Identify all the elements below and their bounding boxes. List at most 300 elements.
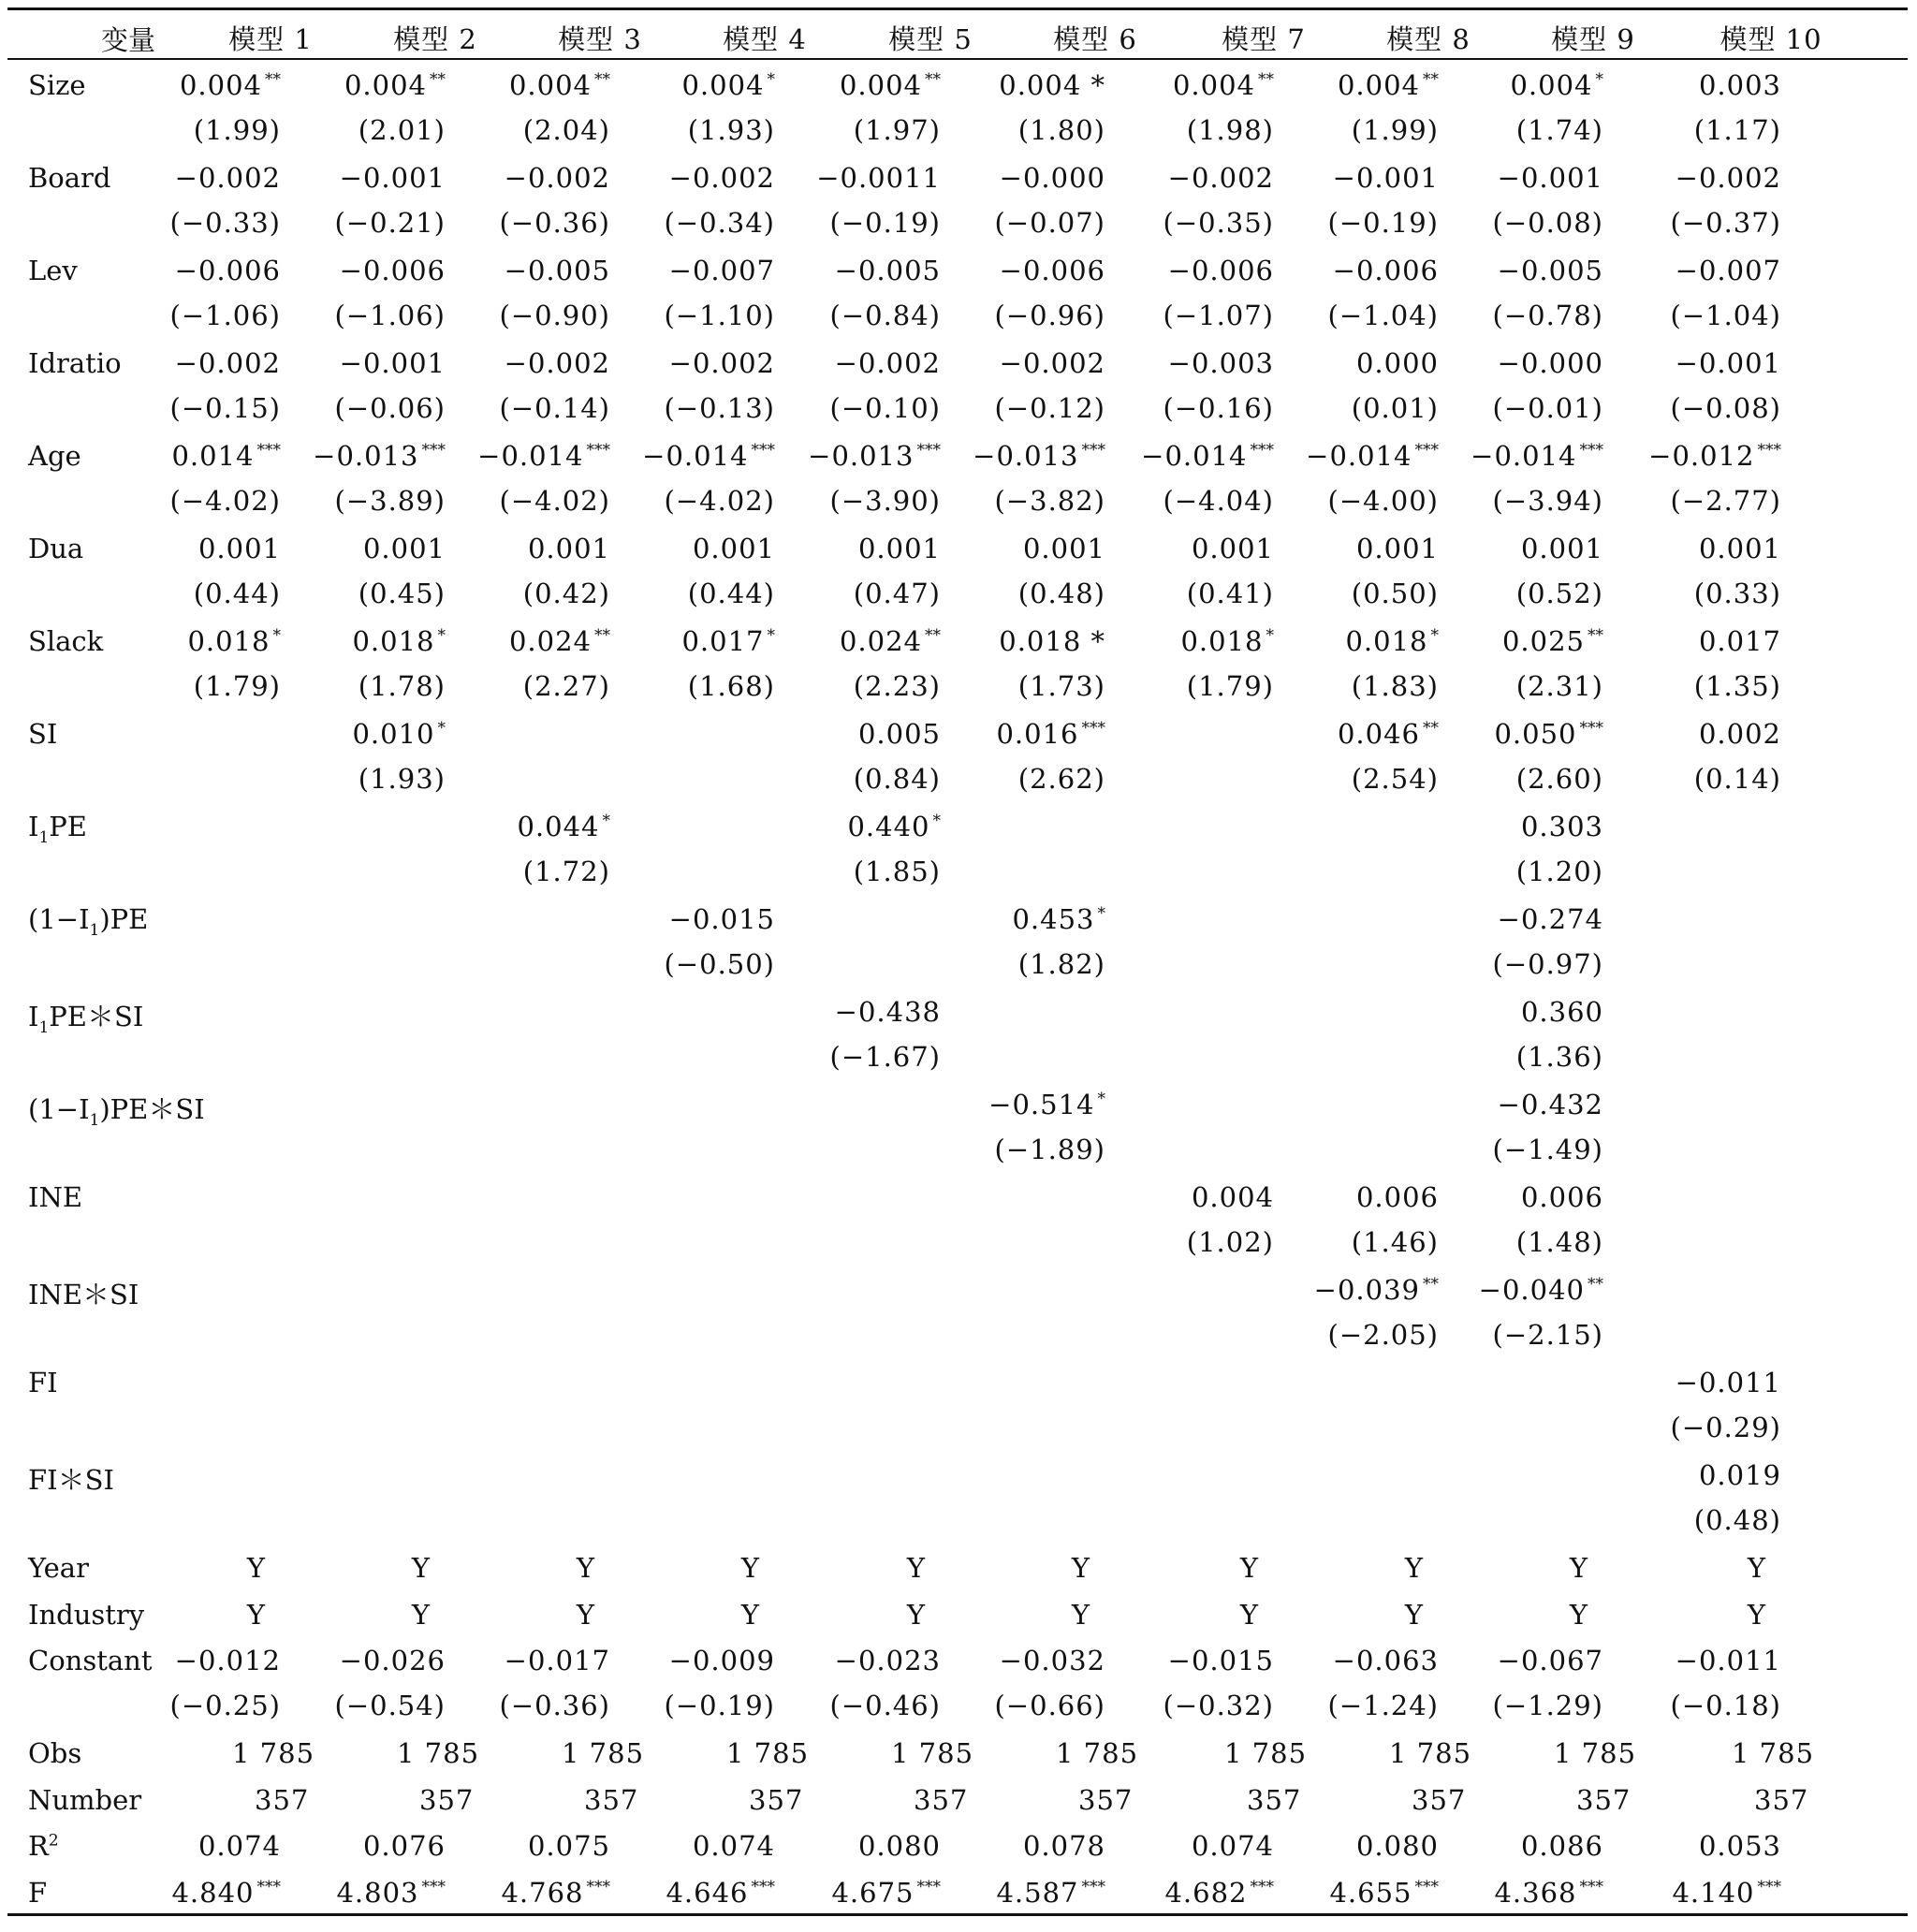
cell-model-8 — [1274, 763, 1439, 795]
cell-model-5 — [776, 670, 941, 702]
cell-model-9 — [1439, 1089, 1603, 1120]
cell-value: Y — [576, 1552, 596, 1584]
cell-value: (−0.15) — [169, 391, 281, 424]
cell-model-2 — [281, 670, 446, 702]
header-model-9: 模型 9 — [1551, 23, 1635, 55]
cell-value: 4.768 — [501, 1876, 584, 1909]
cell-value: (1.80) — [1017, 113, 1105, 146]
table-row-lev — [7, 245, 1908, 292]
table-row-tstat — [7, 848, 1908, 895]
cell-model-1 — [116, 485, 281, 517]
table-row-tstat — [7, 1033, 1908, 1080]
cell-value: 4.646 — [666, 1876, 749, 1909]
cell-value: 0.018 — [1345, 625, 1428, 657]
cell-model-8 — [1274, 69, 1439, 101]
cell-value: −0.007 — [668, 255, 775, 286]
cell-model-5 — [776, 485, 941, 517]
cell-value: 1 785 — [1732, 1737, 1815, 1769]
table-row-tstat — [7, 570, 1908, 617]
row-label: Size — [28, 69, 86, 101]
cell-value: −0.013 — [973, 440, 1079, 472]
cell-value: (0.45) — [358, 577, 446, 609]
cell-model-5 — [776, 392, 941, 424]
cell-value: (1.99) — [193, 113, 281, 146]
cell-value: 0.004 — [681, 69, 765, 101]
cell-value: 0.003 — [1698, 69, 1781, 101]
cell-model-9 — [1439, 1645, 1603, 1676]
cell-model-7 — [1109, 347, 1274, 379]
cell-value: 0.004 — [1191, 1181, 1274, 1213]
cell-model-2 — [339, 1599, 504, 1631]
cell-model-10 — [1617, 1690, 1781, 1721]
cell-model-9 — [1439, 392, 1603, 424]
table-row-tstat — [7, 663, 1908, 710]
table-row-tstat — [7, 199, 1908, 246]
cell-value: (−0.19) — [1327, 206, 1439, 239]
cell-model-10 — [1617, 533, 1781, 564]
row-label: $(1-I_1)PE$ — [28, 903, 149, 940]
significance-stars: *** — [916, 1877, 941, 1896]
cell-model-9 — [1439, 533, 1603, 564]
cell-model-7 — [1109, 392, 1274, 424]
cell-model-9 — [1439, 1690, 1603, 1721]
cell-model-8 — [1274, 485, 1439, 517]
cell-model-5 — [776, 533, 941, 564]
cell-value: (−0.46) — [829, 1689, 941, 1721]
cell-model-2 — [339, 1552, 504, 1584]
significance-stars: *** — [1757, 441, 1781, 460]
cell-model-4 — [610, 1645, 775, 1676]
cell-model-8 — [1274, 347, 1439, 379]
cell-value: −0.002 — [668, 162, 775, 194]
cell-model-3 — [446, 440, 610, 472]
cell-value: 357 — [1576, 1783, 1632, 1816]
cell-model-7 — [1109, 69, 1274, 101]
cell-value: 0.001 — [198, 533, 281, 564]
significance-stars: *** — [1250, 441, 1274, 460]
cell-value: 0.440 — [847, 811, 930, 842]
significance-stars: *** — [256, 1877, 281, 1896]
cell-model-5 — [776, 625, 941, 657]
significance-stars: * — [1097, 904, 1105, 923]
cell-model-3 — [446, 392, 610, 424]
cell-model-1 — [116, 392, 281, 424]
cell-value: (−1.49) — [1492, 1133, 1603, 1165]
cell-model-8 — [1274, 1319, 1439, 1351]
cell-value: (−4.00) — [1327, 484, 1439, 517]
header-variable: 变量 — [101, 24, 156, 56]
cell-model-10 — [1617, 1645, 1781, 1676]
cell-model-9 — [1439, 1226, 1603, 1258]
cell-model-6 — [941, 1134, 1105, 1165]
cell-value: (0.42) — [522, 577, 610, 609]
table-row-fi — [7, 1357, 1908, 1404]
cell-value: −0.002 — [668, 347, 775, 379]
cell-value: 4.840 — [171, 1876, 255, 1909]
cell-value: 357 — [1078, 1783, 1134, 1816]
cell-value: (−0.96) — [994, 299, 1105, 331]
cell-model-4 — [610, 114, 775, 146]
significance-stars: *** — [256, 441, 281, 460]
cell-model-1 — [232, 1737, 397, 1769]
cell-value: 1 785 — [891, 1737, 974, 1769]
cell-value: (−3.90) — [829, 484, 941, 517]
cell-model-6 — [941, 1830, 1105, 1862]
cell-value: 1 785 — [726, 1737, 810, 1769]
cell-value: (−0.37) — [1670, 206, 1781, 239]
cell-model-7 — [1109, 255, 1274, 286]
cell-model-10 — [1617, 440, 1781, 472]
cell-model-5 — [776, 347, 941, 379]
cell-value: Y — [1569, 1598, 1589, 1631]
cell-model-7 — [1109, 670, 1274, 702]
cell-model-8 — [1274, 440, 1439, 472]
cell-value: −0.432 — [1497, 1089, 1603, 1120]
cell-model-9 — [1439, 440, 1603, 472]
cell-value: −0.026 — [339, 1645, 446, 1676]
cell-model-1 — [116, 207, 281, 239]
cell-model-3 — [504, 1599, 668, 1631]
row-label: Number — [28, 1783, 142, 1816]
cell-value: 1 785 — [1554, 1737, 1637, 1769]
row-label: Industry — [28, 1598, 145, 1631]
significance-stars: ** — [430, 70, 446, 89]
cell-value: −0.002 — [1675, 162, 1781, 194]
cell-value: −0.017 — [504, 1645, 610, 1676]
cell-value: −0.002 — [504, 162, 610, 194]
cell-value: 357 — [584, 1783, 639, 1816]
header-model-10: 模型 10 — [1719, 23, 1822, 55]
cell-model-9 — [1439, 1181, 1603, 1213]
cell-model-10 — [1617, 763, 1781, 795]
significance-stars: * — [437, 719, 446, 738]
cell-value: −0.438 — [834, 996, 941, 1028]
row-label: Lev — [28, 255, 78, 286]
cell-value: (2.01) — [358, 113, 446, 146]
cell-value: 0.001 — [1520, 533, 1603, 564]
cell-model-4 — [668, 1552, 833, 1584]
cell-model-8 — [1274, 255, 1439, 286]
cell-value: 357 — [1754, 1783, 1809, 1816]
regression-table — [7, 7, 1908, 1916]
cell-model-9 — [1439, 625, 1603, 657]
table-row-tstat — [7, 1682, 1908, 1729]
cell-model-10 — [1617, 347, 1781, 379]
cell-model-4 — [610, 1877, 775, 1909]
cell-value: 1 785 — [1224, 1737, 1308, 1769]
table-header — [7, 7, 1908, 60]
cell-value: Y — [1239, 1598, 1260, 1631]
cell-model-5 — [891, 1737, 1056, 1769]
cell-model-9 — [1439, 255, 1603, 286]
cell-model-9 — [1497, 1552, 1661, 1584]
significance-stars: *** — [916, 441, 941, 460]
cell-model-2 — [281, 1645, 446, 1676]
cell-model-1 — [116, 347, 281, 379]
cell-value: (0.48) — [1017, 577, 1105, 609]
table-row-tstat — [7, 1219, 1908, 1266]
cell-model-9 — [1439, 69, 1603, 101]
cell-model-4 — [610, 440, 775, 472]
cell-model-6 — [941, 207, 1105, 239]
cell-value: 0.017 — [681, 625, 765, 657]
cell-value: 0.360 — [1520, 996, 1603, 1028]
cell-value: 0.080 — [1355, 1830, 1439, 1862]
table-row-board — [7, 153, 1908, 199]
cell-value: (1.79) — [193, 669, 281, 702]
cell-model-9 — [1439, 1041, 1603, 1073]
cell-model-9 — [1439, 763, 1603, 795]
cell-model-4 — [610, 1690, 775, 1721]
table-row-ine-si — [7, 1265, 1908, 1311]
cell-value: (−1.04) — [1670, 299, 1781, 331]
significance-stars: *** — [1250, 1877, 1274, 1896]
cell-model-10 — [1617, 1830, 1781, 1862]
cell-model-6 — [941, 533, 1105, 564]
table-row-age — [7, 431, 1908, 477]
cell-model-2 — [397, 1737, 562, 1769]
header-model-5: 模型 5 — [888, 23, 973, 55]
cell-model-9 — [1439, 1134, 1603, 1165]
cell-model-10 — [1617, 207, 1781, 239]
cell-model-7 — [1109, 1830, 1274, 1862]
cell-value: 357 — [1412, 1783, 1467, 1816]
table-row--1-i1-pe-si — [7, 1079, 1908, 1130]
cell-value: −0.005 — [504, 255, 610, 286]
cell-model-9 — [1439, 811, 1603, 842]
cell-value: −0.032 — [999, 1645, 1105, 1676]
cell-value: 4.682 — [1164, 1876, 1248, 1909]
cell-model-9 — [1554, 1737, 1719, 1769]
cell-value: (−0.84) — [829, 299, 941, 331]
cell-model-2 — [419, 1784, 584, 1816]
cell-model-7 — [1109, 114, 1274, 146]
cell-model-8 — [1274, 300, 1439, 331]
cell-model-7 — [1167, 1552, 1332, 1584]
table-row-tstat — [7, 755, 1908, 802]
cell-value: (1.20) — [1515, 855, 1603, 887]
cell-model-7 — [1109, 1690, 1274, 1721]
row-label: INE＊SI — [28, 1279, 139, 1310]
cell-value: (−0.54) — [334, 1689, 446, 1721]
cell-value: 0.075 — [527, 1830, 610, 1862]
cell-value: Y — [1071, 1598, 1091, 1631]
cell-model-3 — [446, 625, 610, 657]
cell-value: 0.080 — [857, 1830, 941, 1862]
table-row-industry — [7, 1589, 1908, 1636]
cell-model-2 — [281, 69, 446, 101]
cell-model-5 — [776, 996, 941, 1028]
significance-stars: *** — [1579, 1877, 1603, 1896]
cell-value: (−0.21) — [334, 206, 446, 239]
cell-model-4 — [610, 485, 775, 517]
cell-model-1 — [116, 578, 281, 609]
cell-value: 0.053 — [1698, 1830, 1781, 1862]
cell-model-8 — [1274, 1830, 1439, 1862]
cell-model-6 — [941, 1089, 1105, 1120]
cell-model-10 — [1617, 114, 1781, 146]
cell-model-10 — [1617, 485, 1781, 517]
cell-model-5 — [914, 1784, 1078, 1816]
significance-stars: *** — [586, 441, 610, 460]
cell-value: (1.83) — [1351, 669, 1439, 702]
significance-stars: * — [767, 70, 775, 89]
cell-model-7 — [1109, 578, 1274, 609]
cell-value: Y — [1747, 1552, 1767, 1584]
cell-model-2 — [281, 485, 446, 517]
cell-value: −0.006 — [1167, 255, 1274, 286]
cell-value: −0.007 — [1675, 255, 1781, 286]
cell-value: 357 — [255, 1783, 310, 1816]
cell-value: −0.006 — [174, 255, 281, 286]
cell-value: 0.001 — [692, 533, 775, 564]
significance-stars: *** — [1757, 1877, 1781, 1896]
cell-model-5 — [776, 300, 941, 331]
cell-model-4 — [610, 162, 775, 194]
cell-model-3 — [446, 255, 610, 286]
row-label: FI — [28, 1367, 58, 1398]
cell-value: Y — [906, 1552, 927, 1584]
cell-value: (−0.06) — [334, 391, 446, 424]
significance-stars: ** — [1423, 719, 1439, 738]
cell-value: −0.006 — [999, 255, 1105, 286]
cell-value: (−0.01) — [1492, 391, 1603, 424]
cell-model-10 — [1617, 625, 1781, 657]
cell-value: −0.274 — [1497, 903, 1603, 935]
cell-value: 0.044 — [517, 811, 600, 842]
cell-model-9 — [1439, 1877, 1603, 1909]
cell-value: (1.74) — [1515, 113, 1603, 146]
cell-model-3 — [446, 347, 610, 379]
table-row-idratio — [7, 338, 1908, 385]
header-model-2: 模型 2 — [393, 23, 477, 55]
table-row-obs — [7, 1728, 1908, 1775]
cell-value: (−1.67) — [829, 1040, 941, 1073]
cell-model-9 — [1439, 1319, 1603, 1351]
cell-model-3 — [446, 533, 610, 564]
cell-value: (1.97) — [853, 113, 941, 146]
cell-model-3 — [446, 207, 610, 239]
cell-value: Y — [1071, 1552, 1091, 1584]
cell-model-5 — [776, 69, 941, 101]
cell-value: (−0.14) — [499, 391, 610, 424]
cell-model-6 — [941, 300, 1105, 331]
cell-model-8 — [1274, 1226, 1439, 1258]
cell-value: 4.655 — [1329, 1876, 1412, 1909]
cell-model-3 — [446, 162, 610, 194]
cell-value: 0.024 — [839, 625, 922, 657]
cell-value: (−0.13) — [664, 391, 775, 424]
cell-value: 0.014 — [171, 440, 255, 472]
significance-stars: *** — [1414, 441, 1439, 460]
cell-model-3 — [584, 1784, 749, 1816]
cell-value: (−0.36) — [499, 206, 610, 239]
significance-stars: *** — [586, 1877, 610, 1896]
cell-model-6 — [941, 1877, 1105, 1909]
significance-stars: * — [1266, 626, 1274, 645]
cell-model-3 — [446, 1830, 610, 1862]
cell-model-10 — [1617, 718, 1781, 750]
cell-model-2 — [281, 114, 446, 146]
cell-value: Y — [1747, 1598, 1767, 1631]
cell-value: Y — [1569, 1552, 1589, 1584]
row-label: Slack — [28, 625, 104, 657]
cell-value: 0.303 — [1520, 811, 1603, 842]
cell-model-10 — [1617, 300, 1781, 331]
significance-stars: ** — [1588, 626, 1603, 645]
table-row-si — [7, 709, 1908, 755]
cell-value: −0.014 — [477, 440, 584, 472]
cell-value: 4.140 — [1672, 1876, 1755, 1909]
row-label: Board — [28, 162, 111, 194]
cell-value: 1 785 — [562, 1737, 645, 1769]
cell-value: −0.012 — [1648, 440, 1755, 472]
cell-model-8 — [1274, 114, 1439, 146]
cell-value: (1.48) — [1515, 1225, 1603, 1258]
cell-value: 0.004 — [344, 69, 427, 101]
cell-value: (−4.02) — [499, 484, 610, 517]
cell-value: (−1.24) — [1327, 1689, 1439, 1721]
cell-value: 0.004 * — [999, 69, 1105, 101]
significance-stars: * — [272, 626, 281, 645]
cell-model-8 — [1274, 1690, 1439, 1721]
cell-model-10 — [1617, 1877, 1781, 1909]
table-row-constant — [7, 1635, 1908, 1682]
cell-model-3 — [446, 114, 610, 146]
cell-model-6 — [941, 718, 1105, 750]
cell-value: (−2.05) — [1327, 1318, 1439, 1351]
cell-model-1 — [174, 1599, 339, 1631]
cell-model-8 — [1274, 533, 1439, 564]
header-model-8: 模型 8 — [1386, 23, 1471, 55]
cell-model-10 — [1617, 578, 1781, 609]
cell-model-6 — [999, 1552, 1163, 1584]
header-model-1: 模型 1 — [228, 23, 313, 55]
cell-model-8 — [1274, 1645, 1439, 1676]
cell-value: (2.60) — [1515, 762, 1603, 795]
cell-value: (0.01) — [1351, 391, 1439, 424]
cell-model-4 — [610, 1830, 775, 1862]
cell-model-2 — [281, 718, 446, 750]
cell-value: (−1.10) — [664, 299, 775, 331]
cell-model-7 — [1109, 625, 1274, 657]
header-model-3: 模型 3 — [558, 23, 642, 55]
cell-model-1 — [116, 300, 281, 331]
cell-model-10 — [1617, 1412, 1781, 1443]
cell-value: −0.001 — [1497, 162, 1603, 194]
cell-model-9 — [1439, 996, 1603, 1028]
cell-value: (2.62) — [1017, 762, 1105, 795]
row-label: $I_1PE$ — [28, 811, 87, 847]
cell-value: (−0.50) — [664, 947, 775, 980]
cell-value: (−0.25) — [169, 1689, 281, 1721]
cell-model-6 — [999, 1599, 1163, 1631]
cell-value: (0.44) — [193, 577, 281, 609]
cell-value: −0.001 — [339, 347, 446, 379]
cell-value: 357 — [1247, 1783, 1302, 1816]
cell-model-7 — [1109, 485, 1274, 517]
significance-stars: * — [1595, 70, 1603, 89]
cell-model-9 — [1439, 903, 1603, 935]
row-label: FI＊SI — [28, 1464, 114, 1496]
cell-value: (0.84) — [853, 762, 941, 795]
cell-value: 0.001 — [857, 533, 941, 564]
cell-model-1 — [116, 114, 281, 146]
row-label: $(1-I_1)PE*SI$ — [28, 1093, 205, 1130]
cell-value: (−1.04) — [1327, 299, 1439, 331]
table-row-tstat — [7, 1126, 1908, 1173]
cell-value: (1.36) — [1515, 1040, 1603, 1073]
